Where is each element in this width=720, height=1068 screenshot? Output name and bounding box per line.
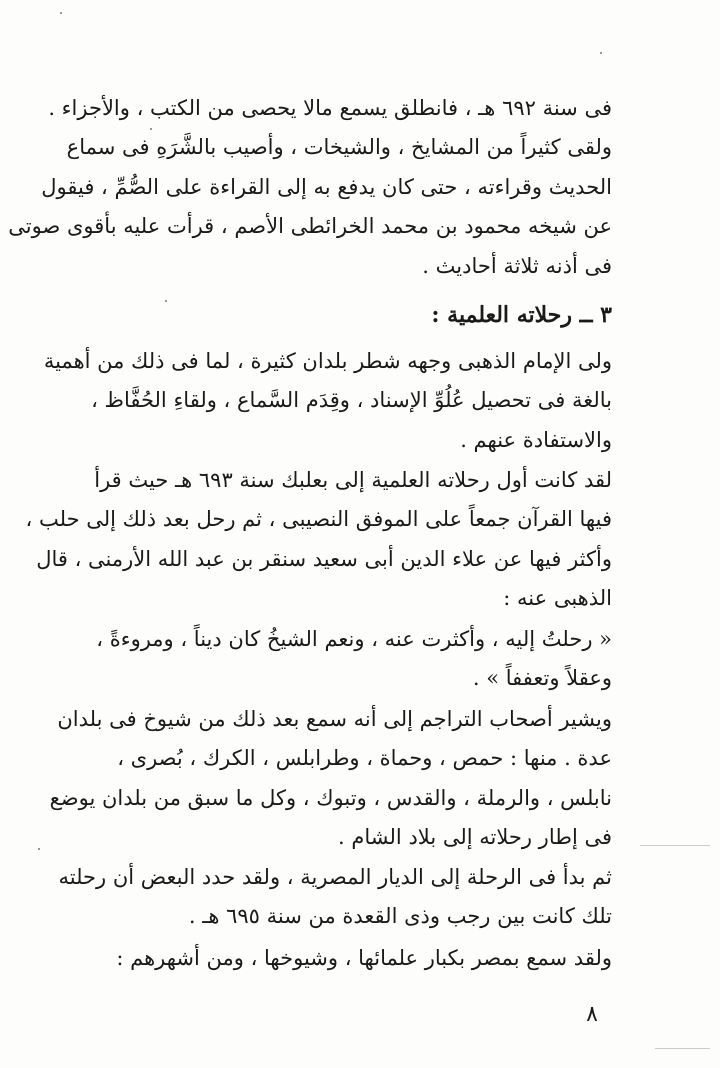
text-line: عن شيخه محمود بن محمد الخرائطى الأصم ، قرأت عليه بأقوى صوتى <box>8 214 612 239</box>
text-line: الحديث وقراءته ، حتى كان يدفع به إلى القراءة على الصُّمِّ ، فيقول <box>41 174 612 199</box>
text-line: فى أذنه ثلاثة أحاديث . <box>422 253 612 278</box>
text-line: ثم بدأ فى الرحلة إلى الديار المصرية ، ولقد حدد البعض أن رحلته <box>58 865 612 889</box>
text-line: فى إطار رحلاته إلى بلاد الشام . <box>338 825 612 850</box>
text-line: ولقى كثيراً من المشايخ ، والشيخات ، وأصيب بالشَّرَهِ فى سماع <box>66 135 612 160</box>
text-line: نابلس ، والرملة ، والقدس ، وتبوك ، وكل ما سبق من بلدان يوضع <box>49 785 612 810</box>
scan-speck <box>38 848 40 850</box>
scan-speck <box>600 52 602 54</box>
paragraph-egypt-scholars <box>112 939 612 978</box>
text-line: ولى الإمام الذهبى وجهه شطر بلدان كثيرة ، لما فى ذلك من أهمية <box>43 349 612 373</box>
page-number: ٨ <box>586 1002 598 1027</box>
paragraph-sham-cities <box>49 700 612 858</box>
text-line: والاستفادة عنهم . <box>460 427 612 452</box>
quotation <box>96 620 612 699</box>
text-line: فى سنة ٦٩٢ هـ ، فانطلق يسمع مالا يحصى من الكتب ، والأجزاء . <box>48 96 612 120</box>
section-heading: ٣ ــ رحلاته العلمية : <box>431 302 612 328</box>
text-line: « رحلتُ إليه ، وأكثرت عنه ، ونعم الشيخُ كان ديناً ، ومروءةً ، <box>96 627 612 651</box>
scan-speck <box>165 300 167 302</box>
paragraph-travels-intro <box>43 342 612 460</box>
text-line: ولقد سمع بمصر بكبار علمائها ، وشيوخها ، ومن أشهرهم : <box>116 946 612 970</box>
text-line: وعقلاً وتعففاً » . <box>472 666 612 691</box>
scan-speck <box>150 128 152 130</box>
text-line: ويشير أصحاب التراجم إلى أنه سمع بعد ذلك من شيوخ فى بلدان <box>57 707 612 731</box>
scan-speck <box>60 12 62 14</box>
text-line: الذهبى عنه : <box>503 586 612 611</box>
text-line: وأكثر فيها عن علاء الدين أبى سعيد سنقر بن عبد الله الأرمنى ، قال <box>36 546 612 571</box>
scan-edge-line <box>655 1048 710 1049</box>
paragraph-first-journey <box>25 461 612 619</box>
text-line: بالغة فى تحصيل عُلُوِّ الإسناد ، وقِدَم السَّماع ، ولقاءِ الحُفَّاظ ، <box>91 388 612 413</box>
paragraph-egypt-journey <box>58 858 612 937</box>
paragraph-early-study <box>8 89 612 286</box>
text-line: عدة . منها : حمص ، وحماة ، وطرابلس ، الكرك ، بُصرى ، <box>117 746 612 771</box>
scan-edge-line <box>640 845 710 846</box>
text-line: تلك كانت بين رجب وذى القعدة من سنة ٦٩٥ هـ . <box>188 904 612 929</box>
text-line: فيها القرآن جمعاً على الموفق النصيبى ، ثم رحل بعد ذلك إلى حلب ، <box>25 507 612 532</box>
text-line: لقد كانت أول رحلاته العلمية إلى بعلبك سنة ٦٩٣ هـ حيث قرأ <box>94 468 612 492</box>
